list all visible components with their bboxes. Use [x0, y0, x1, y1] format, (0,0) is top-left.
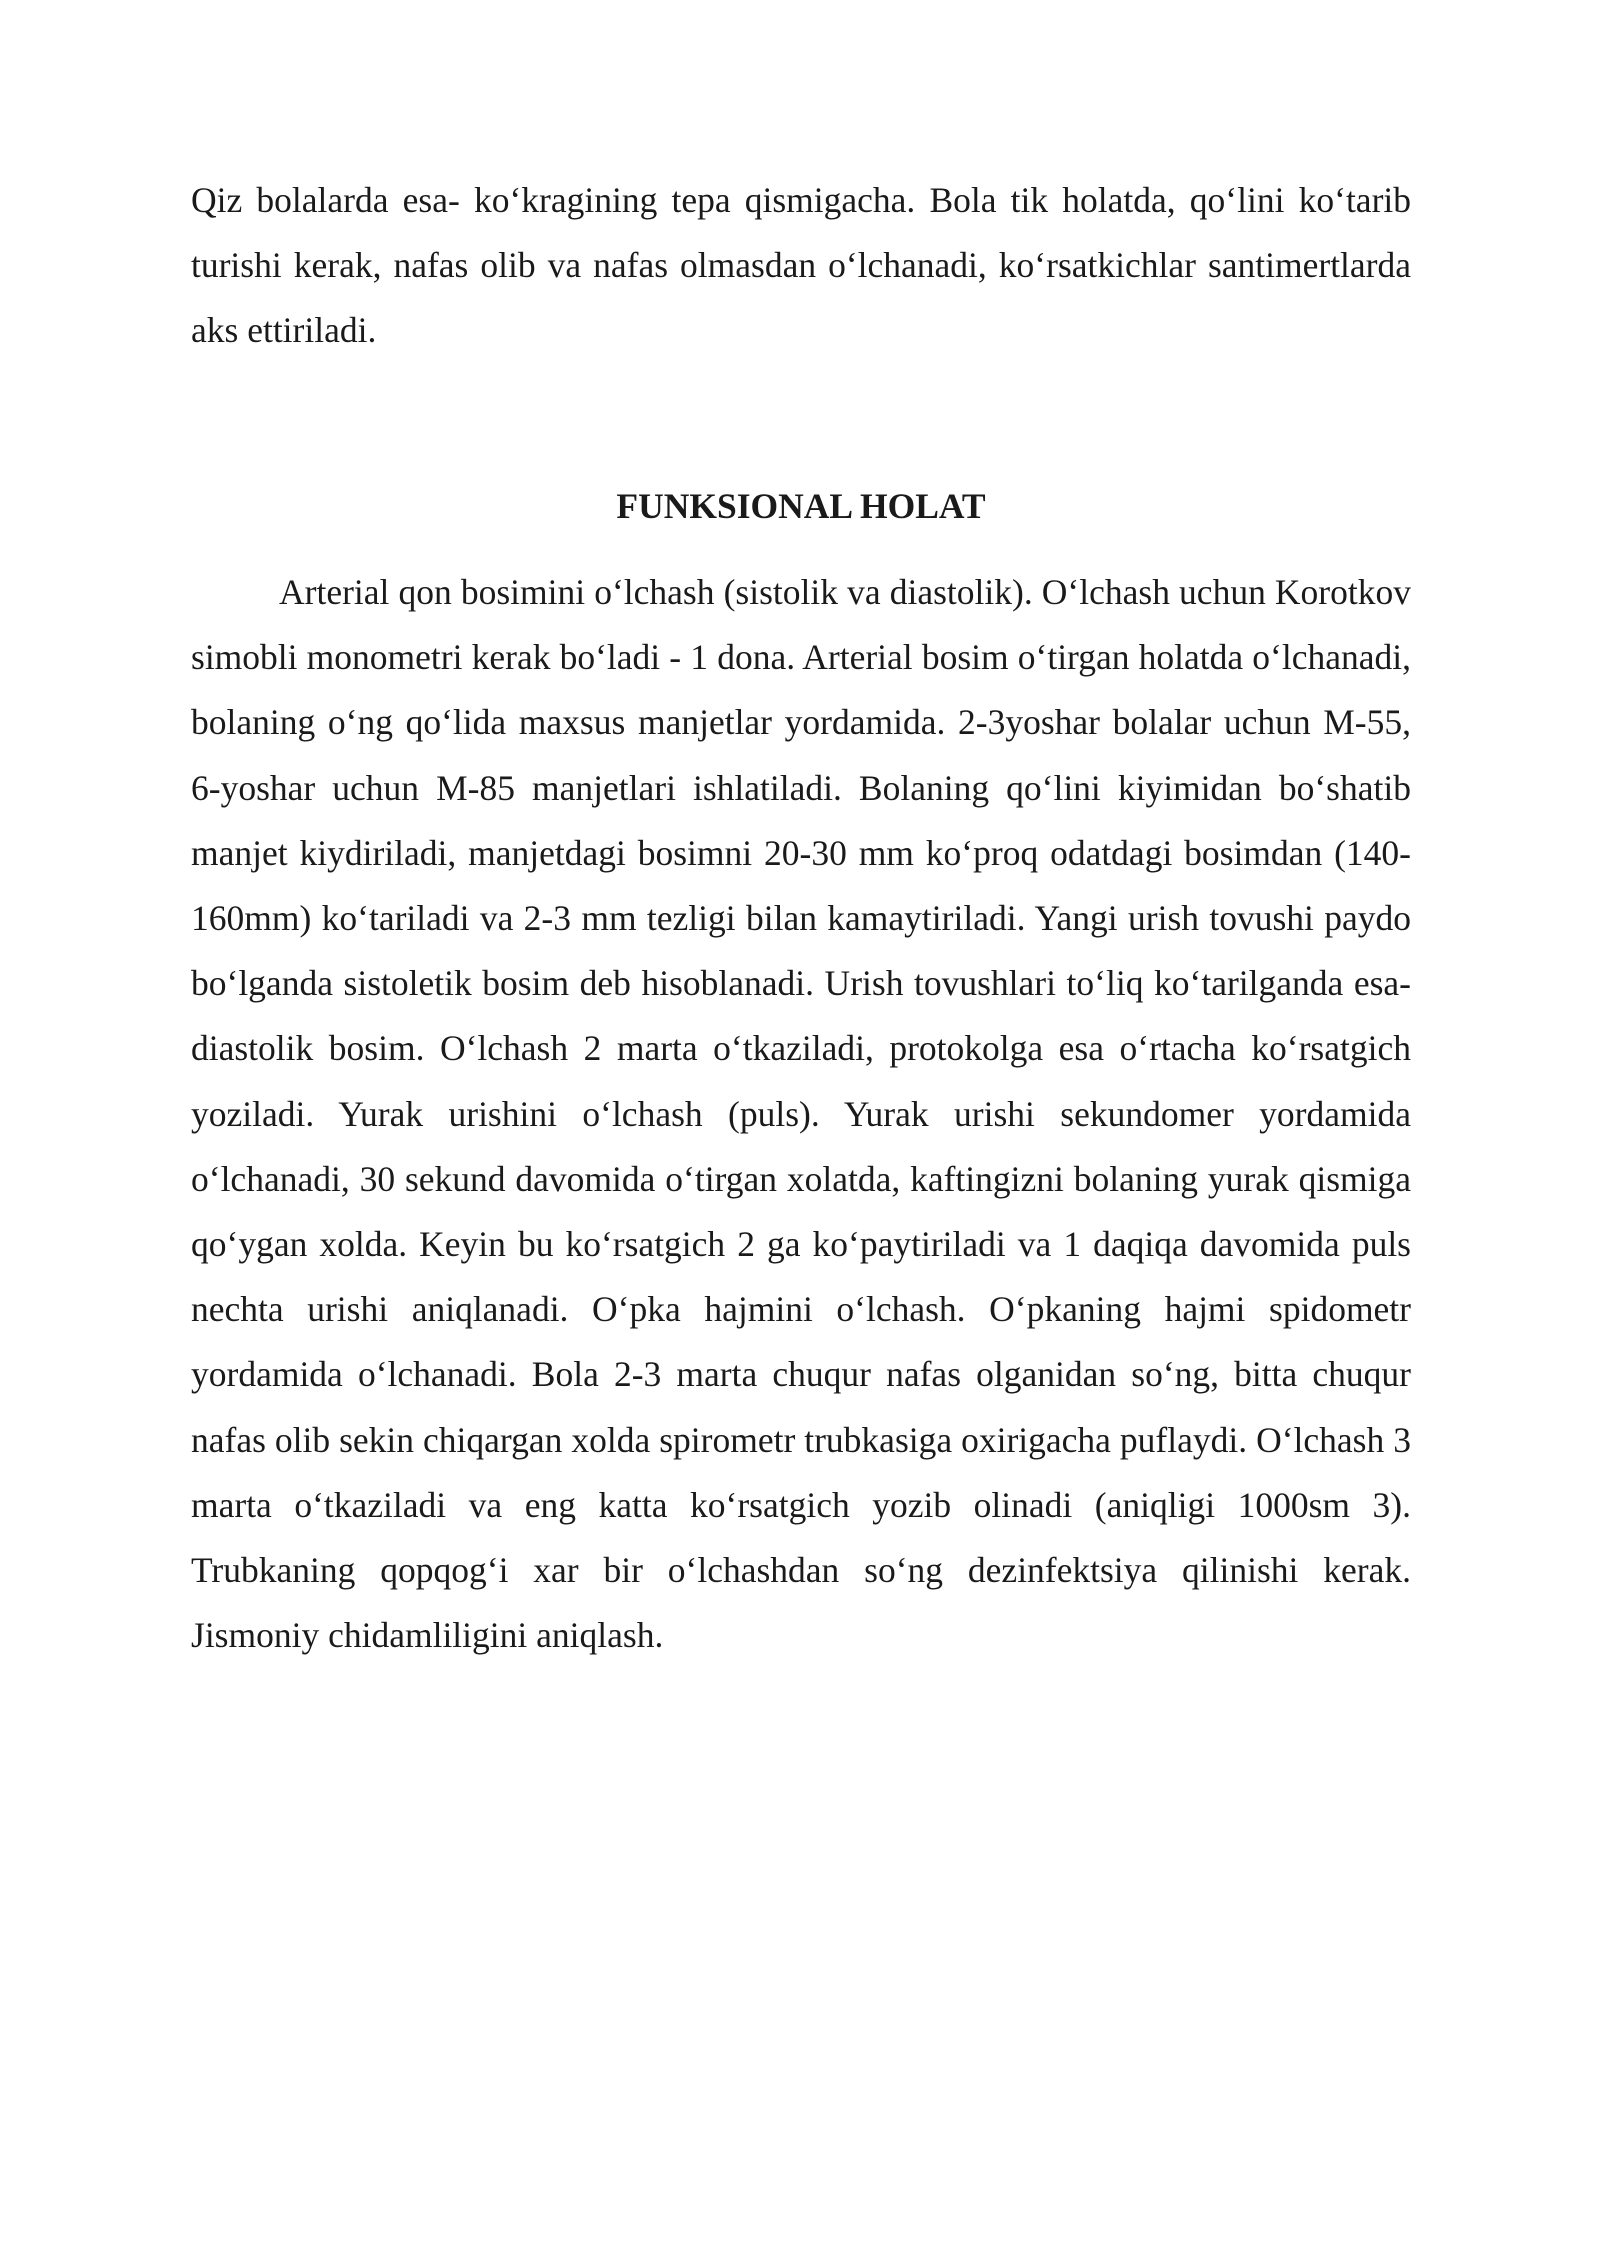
- intro-paragraph: Qiz bolalarda esa- ko‘kragining tepa qismigacha. Bola tik holatda, qo‘lini ko‘tarib turishi kerak, nafas olib va nafas olmasdan o‘lchanadi, ko‘rsatkichlar santimertlarda aks ettiriladi.: [191, 180, 1411, 351]
- section-heading: FUNKSIONAL HOLAT: [616, 486, 986, 526]
- main-paragraph: Arterial qon bosimini o‘lchash (sistolik va diastolik). O‘lchash uchun Korotkov simobli monometri kerak bo‘ladi - 1 dona. Arterial bosim o‘tirgan holatda o‘lchanadi, bolaning o‘ng qo‘lida maxsus manjetlar yordamida. 2-3yoshar bolalar uchun M-55, 6-yoshar uchun M-85 manjetlari ishlatiladi. Bolaning qo‘lini kiyimidan bo‘shatib manjet kiydiriladi, manjetdagi bosimni 20-30 mm ko‘proq odatdagi bosimdan (140-160mm) ko‘tariladi va 2-3 mm tezligi bilan kamaytiriladi. Yangi urish tovushi paydo bo‘lganda sistoletik bosim deb hisoblanadi. Urish tovushlari to‘liq ko‘tarilganda esa- diastolik bosim. O‘lchash 2 marta o‘tkaziladi, protokolga esa o‘rtacha ko‘rsatgich yoziladi. Yurak urishini o‘lchash (puls). Yurak urishi sekundomer yordamida o‘lchanadi, 30 sekund davomida o‘tirgan xolatda, kaftingizni bolaning yurak qismiga qo‘ygan xolda. Keyin bu ko‘rsatgich 2 ga ko‘paytiriladi va 1 daqiqa davomida puls nechta urishi aniqlanadi. O‘pka hajmini o‘lchash. O‘pkaning hajmi spidometr yordamida o‘lchanadi. Bola 2-3 marta chuqur nafas olganidan so‘ng, bitta chuqur nafas olib sekin chiqargan xolda spirometr trubkasiga oxirigacha puflaydi. O‘lchash 3 marta o‘tkaziladi va eng katta ko‘rsatgich yozib olinadi (aniqligi 1000sm 3). Trubkaning qopqog‘i xar bir o‘lchashdan so‘ng dezinfektsiya qilinishi kerak. Jismoniy chidamliligini aniqlash.: [191, 572, 1411, 1656]
